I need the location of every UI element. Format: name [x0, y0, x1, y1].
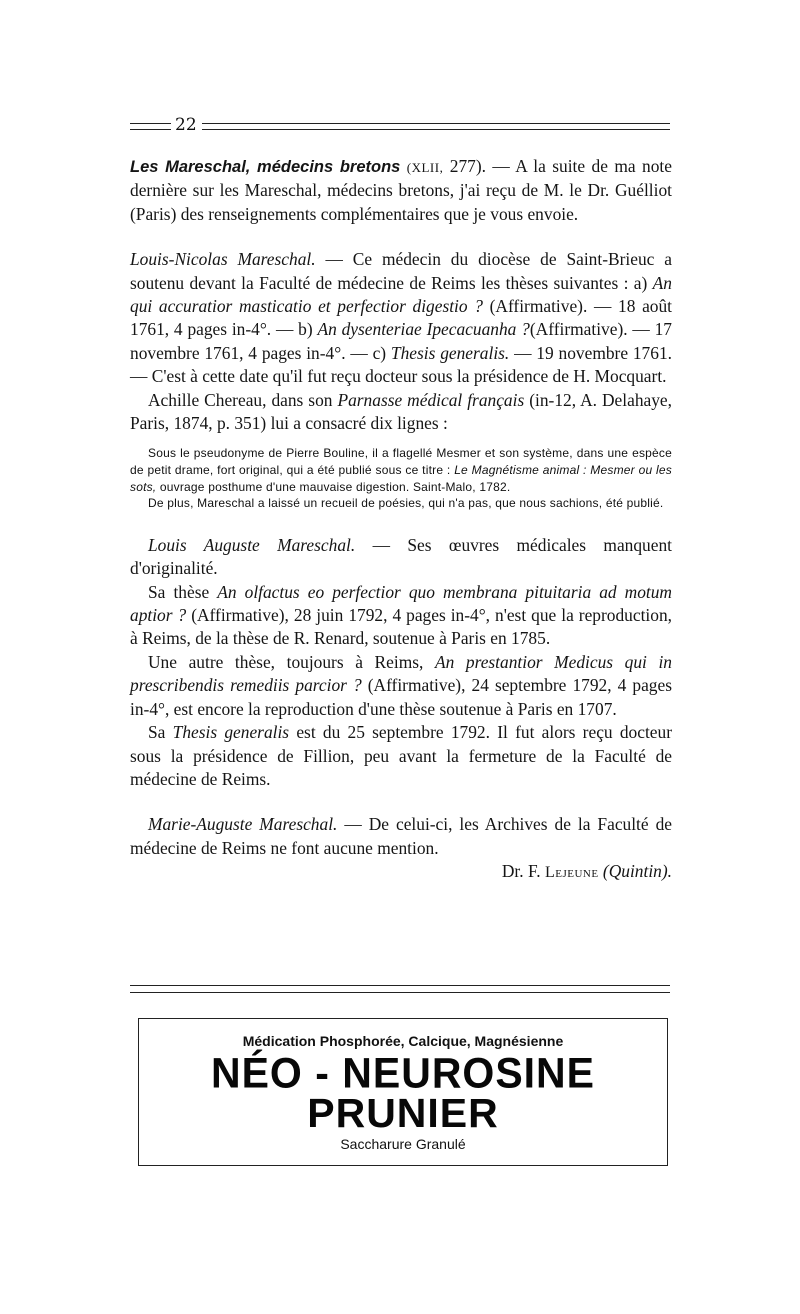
thesis-title-prestantior: An prestantior Medicus qui in prescribendis remediis parcior ? [130, 651, 672, 696]
advertisement-box [138, 1018, 668, 1166]
section-louis-nicolas: Louis-Nicolas Mareschal. — Ce médecin du diocèse de Saint-Brieuc a soutenu devant la Faculté de médecine de Reims les thèses suivantes : a) An qui accuratior masticatio et perfectior digestio ? (Affirmative). — 18 août 1761, 4 pages in-4°. — b) An dysenteriae Ipecacuanha ?(Affirmative). — 17 novembre 1761, 4 pages in-4°. — c) Thesis generalis. — 19 novembre 1761. — C'est à cette date qu'il fut reçu docteur sous la présidence de H. Mocquart. [130, 249, 673, 387]
thesis-title-generalis: Thesis generalis [172, 722, 290, 743]
header-rule-left [130, 123, 171, 130]
quote-paragraph-1: Sous le pseudonyme de Pierre Bouline, il a flagellé Mesmer et son système, dans une espèce de petit drame, fort original, qui a été publié sous ce titre : Le Magnétisme animal : Mesmer ou les sots, ouvrage posthume d'une mauvaise digestion. Saint-Malo, 1782. [130, 446, 672, 494]
signature-prefix: Dr. F. [501, 861, 541, 882]
article-body [130, 155, 672, 885]
section-mareschal-bretons [130, 155, 672, 226]
section-title: Les Mareschal, médecins bretons [130, 158, 401, 176]
signature-name: Lejeune [544, 864, 599, 882]
person-name-marie-auguste: Marie-Auguste Mareschal. [148, 814, 338, 835]
page-number: 22 [175, 115, 197, 135]
book-title-parnasse: Parnasse médical français [337, 389, 525, 410]
paragraph-these-prestantior: Une autre thèse, toujours à Reims, An prestantior Medicus qui in prescribendis remediis parcior ? (Affirmative), 24 septembre 1792, 4 pages in-4°, est encore la reproduction d'une thèse soutenue à Paris en 1707. [130, 651, 672, 719]
header-rule-right [202, 123, 670, 130]
ad-product-form: Saccharure Granulé [340, 1136, 466, 1152]
signature-place: (Quintin). [602, 861, 672, 882]
section-intro-text: — A la suite de ma note dernière sur les Mareschal, médecins bretons, j'ai reçu de M. le Dr. Guélliot (Paris) des renseignements complémentaires que je vous envoie. [130, 156, 672, 224]
paragraph-these-olfactus: Sa thèse An olfactus eo perfectior quo membrana pituitaria ad motum aptior ? (Affirmative), 28 juin 1792, 4 pages in-4°, n'est que la reproduction, à Reims, de la thèse de R. Renard, soutenue à Paris en 1785. [130, 581, 672, 649]
ad-brand-maker: PRUNIER [307, 1090, 499, 1136]
ad-brand-name: NÉO - NEUROSINE [210, 1048, 596, 1098]
thesis-title-olfactus: An olfactus eo perfectior quo membrana pituitaria ad motum aptior ? [130, 581, 672, 626]
quote-paragraph-2: De plus, Mareschal a laissé un recueil de poésies, qui n'a pas, que nous sachions, été publié. [148, 496, 664, 511]
person-name-louis-auguste: Louis Auguste Mareschal. [148, 534, 356, 555]
thesis-title-c: Thesis generalis. [390, 342, 510, 363]
divider-double-rule [130, 985, 670, 993]
section-marie-auguste: Marie-Auguste Mareschal. — De celui-ci, les Archives de la Faculté de médecine de Reims ne font aucune mention. [130, 814, 672, 858]
reference-page: 277). [449, 156, 486, 176]
paragraph-thesis-generalis: Sa Thesis generalis est du 25 septembre 1792. Il fut alors reçu docteur sous la présidence de Fillion, peu avant la fermeture de la Faculté de médecine de Reims. [130, 722, 672, 789]
reference-volume: (XLII, [406, 160, 444, 175]
section-louis-auguste: Louis Auguste Mareschal. — Ses œuvres médicales manquent d'originalité. [130, 534, 672, 579]
thesis-title-b: An dysenteriae Ipecacuanha ? [317, 319, 530, 340]
quote-book-title: Le Magnétisme animal : Mesmer ou les sots, [130, 463, 672, 494]
ad-tagline: Médication Phosphorée, Calcique, Magnésienne [242, 1033, 564, 1049]
thesis-title-a: An qui accuratior masticatio et perfectior digestio ? [130, 272, 672, 317]
paragraph-chereau: Achille Chereau, dans son Parnasse médical français (in-12, A. Delahaye, Paris, 1874, p. 351) lui a consacré dix lignes : [130, 389, 673, 434]
signature [130, 860, 672, 884]
person-name-louis-nicolas: Louis-Nicolas Mareschal. [130, 249, 316, 270]
page-header [130, 117, 670, 139]
block-quote [130, 445, 672, 511]
